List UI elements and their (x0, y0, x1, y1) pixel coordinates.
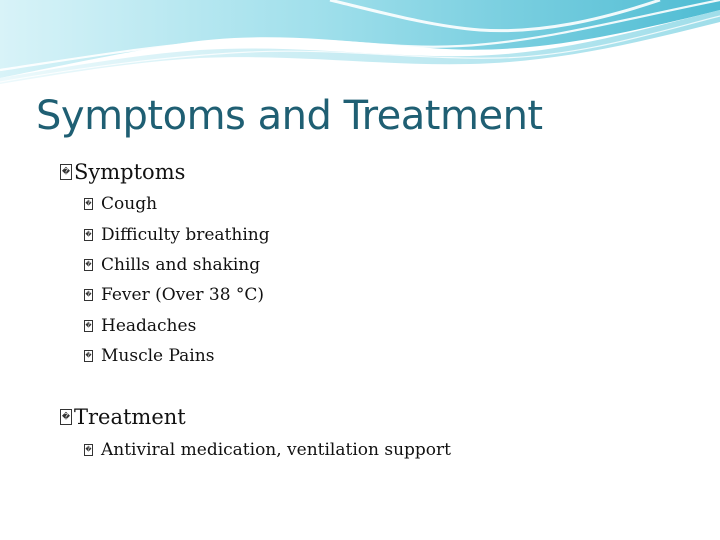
symptoms-heading-row (60, 159, 246, 185)
treatment-section (60, 404, 451, 465)
bullet-icon: � (84, 289, 93, 301)
list-item (84, 219, 270, 249)
symptom-label: Muscle Pains (101, 346, 215, 367)
bullet-icon: � (84, 259, 93, 271)
list-item (84, 250, 270, 280)
list-item (84, 280, 270, 310)
symptom-label: Chills and shaking (101, 254, 261, 275)
treatment-label: Antiviral medication, ventilation support (101, 440, 451, 461)
bullet-icon: � (60, 164, 72, 180)
symptom-label: Fever (Over 38 °C) (101, 285, 265, 306)
bullet-icon: � (84, 229, 93, 241)
bullet-icon: � (84, 320, 93, 332)
bullet-icon: � (84, 198, 93, 210)
bullet-icon: � (60, 409, 72, 425)
symptom-label: Difficulty breathing (101, 224, 270, 245)
list-item (84, 435, 451, 465)
treatment-list (84, 435, 451, 465)
symptom-label: Cough (101, 194, 158, 215)
symptoms-list (84, 189, 270, 371)
bullet-icon: � (84, 444, 93, 456)
list-item (84, 311, 270, 341)
symptoms-section (60, 159, 270, 371)
slide-title: Symptoms and Treatment (36, 93, 543, 139)
symptoms-heading: Symptoms (74, 160, 186, 184)
list-item (84, 189, 270, 219)
treatment-heading: Treatment (74, 405, 186, 429)
bullet-icon: � (84, 350, 93, 362)
treatment-heading-row (60, 404, 427, 430)
decorative-wave-banner (0, 0, 720, 100)
list-item (84, 341, 270, 371)
symptom-label: Headaches (101, 315, 197, 336)
